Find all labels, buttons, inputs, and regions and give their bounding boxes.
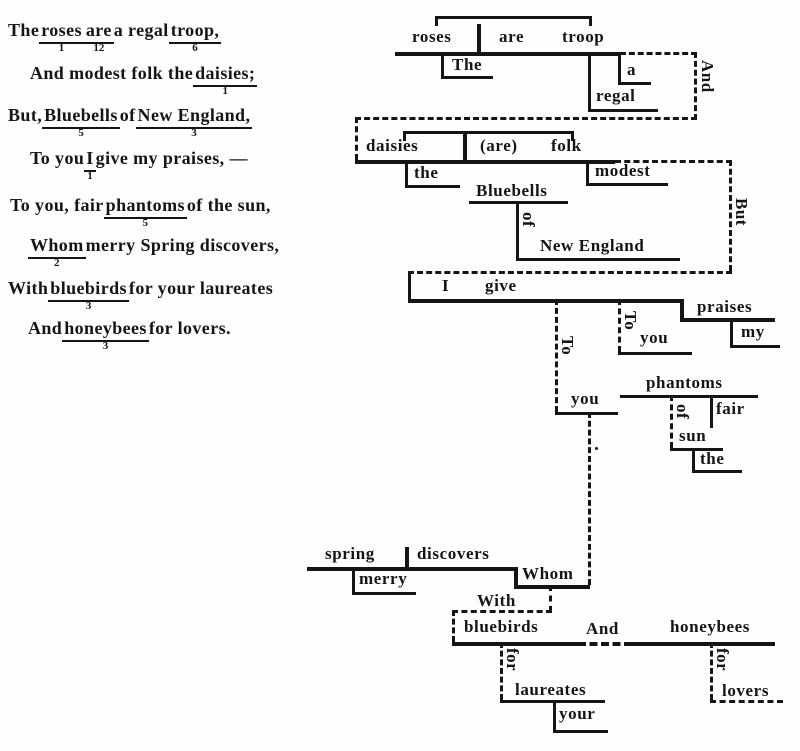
construction-number: 12 xyxy=(93,42,105,54)
poem-word-underlined: I 1 xyxy=(86,148,94,182)
dashed-vertical-line xyxy=(694,52,697,120)
solid-horizontal-line xyxy=(618,82,651,85)
solid-vertical-line xyxy=(618,52,621,82)
diagram-word: lovers xyxy=(722,681,770,700)
diagram-word: praises xyxy=(697,297,753,316)
diagram-connective-word-vertical: But xyxy=(732,198,751,226)
dashed-vertical-line xyxy=(549,585,552,612)
poem-line xyxy=(8,19,221,54)
diagram-word: sun xyxy=(679,426,707,445)
diagram-word: the xyxy=(700,449,725,468)
diagram-word: Whom xyxy=(522,564,574,583)
poem-line xyxy=(10,194,271,229)
solid-horizontal-line xyxy=(516,258,680,261)
poem-text: To you, fair xyxy=(10,195,104,215)
solid-vertical-line xyxy=(730,318,733,345)
dashed-vertical-line xyxy=(670,395,673,448)
poem-line xyxy=(28,317,231,352)
poem-text: With xyxy=(8,278,49,298)
poem-line xyxy=(28,234,280,269)
solid-horizontal-line xyxy=(405,185,460,188)
ink-speck xyxy=(595,447,598,450)
diagram-word: spring xyxy=(325,544,375,563)
solid-vertical-line xyxy=(692,448,695,470)
solid-vertical-line xyxy=(710,395,713,428)
poem-text: And xyxy=(28,318,63,338)
construction-number: 2 xyxy=(54,257,60,269)
diagram-word: Bluebells xyxy=(476,181,548,200)
solid-vertical-line xyxy=(588,52,591,109)
diagram-word: (are) xyxy=(480,136,518,155)
poem-text: To you xyxy=(30,148,85,168)
dashed-vertical-line xyxy=(452,610,455,642)
diagram-word: modest xyxy=(595,161,651,180)
dashed-horizontal-line xyxy=(710,700,783,703)
construction-number: 6 xyxy=(192,42,198,54)
solid-vertical-line xyxy=(514,567,518,585)
diagram-word: daisies xyxy=(366,136,419,155)
dashed-horizontal-line xyxy=(620,52,697,55)
construction-number: 3 xyxy=(102,340,109,352)
construction-number: 5 xyxy=(142,217,149,229)
poem-text: merry Spring discovers, xyxy=(85,235,280,255)
diagram-word: fair xyxy=(716,399,745,418)
solid-horizontal-line xyxy=(618,352,692,355)
diagram-connective-word-vertical: of xyxy=(673,404,692,420)
poem-word-underlined: are 12 xyxy=(85,20,112,54)
diagram-word: phantoms xyxy=(646,373,723,392)
diagram-word: my xyxy=(741,322,765,341)
diagram-word: are xyxy=(499,27,525,46)
diagram-word: With xyxy=(477,591,516,610)
diagram-word: I xyxy=(442,276,450,295)
solid-horizontal-line xyxy=(555,412,618,415)
diagram-word: you xyxy=(571,389,600,408)
solid-horizontal-line xyxy=(441,76,493,79)
solid-horizontal-line xyxy=(403,131,573,134)
construction-number: 1 xyxy=(222,85,228,97)
poem-word-underlined: Bluebells 5 xyxy=(44,105,118,139)
diagram-connective-word-vertical: of xyxy=(519,212,538,228)
poem-line xyxy=(30,147,248,182)
construction-number: 5 xyxy=(78,127,84,139)
diagram-word: bluebirds xyxy=(464,617,539,636)
solid-horizontal-line xyxy=(435,16,592,19)
solid-horizontal-line xyxy=(632,642,775,646)
poem-word-underlined: daisies; 1 xyxy=(195,63,256,97)
poem-text: The xyxy=(8,20,40,40)
diagram-word: a xyxy=(627,60,637,79)
solid-vertical-line xyxy=(680,299,684,318)
dashed-horizontal-line xyxy=(355,117,697,120)
diagram-word: the xyxy=(414,163,439,182)
dashed-vertical-line xyxy=(555,299,558,412)
diagram-connective-word-vertical: And xyxy=(698,60,717,93)
diagram-connective-word-vertical: To xyxy=(621,311,640,331)
solid-horizontal-line xyxy=(452,642,578,646)
solid-vertical-line xyxy=(586,160,589,183)
solid-vertical-line xyxy=(352,567,355,592)
poem-line xyxy=(8,277,274,312)
solid-horizontal-line xyxy=(588,109,658,112)
construction-number: 3 xyxy=(85,300,92,312)
solid-horizontal-line xyxy=(307,567,517,571)
solid-vertical-line xyxy=(553,700,556,730)
solid-horizontal-line xyxy=(586,183,668,186)
poem-text: And modest folk the xyxy=(30,63,194,83)
solid-horizontal-line xyxy=(395,52,620,56)
poem-word-underlined: Whom 2 xyxy=(30,235,84,269)
solid-horizontal-line xyxy=(355,160,615,164)
dashed-vertical-line xyxy=(588,412,591,585)
solid-vertical-line xyxy=(463,132,467,160)
solid-vertical-line xyxy=(441,52,444,76)
poem-word-underlined: New England, 3 xyxy=(137,105,251,139)
diagram-word: give xyxy=(485,276,517,295)
poem-text: a regal xyxy=(113,20,169,40)
diagram-word: roses xyxy=(412,27,452,46)
solid-horizontal-line xyxy=(408,299,683,303)
solid-horizontal-line xyxy=(514,585,590,589)
diagram-word: New England xyxy=(540,236,645,255)
poem-text: give my praises, — xyxy=(95,148,248,168)
diagram-word: The xyxy=(452,55,483,74)
diagram-connective-word-vertical: for xyxy=(713,648,732,672)
poem-text: of xyxy=(119,105,136,125)
diagram-word: discovers xyxy=(417,544,490,563)
diagram-connective-word-vertical: To xyxy=(558,336,577,356)
poem-text: of the sun, xyxy=(186,195,271,215)
dashed-horizontal-line xyxy=(408,271,732,274)
poem-line xyxy=(8,104,252,139)
diagram-word: you xyxy=(640,328,669,347)
poem-text: for lovers. xyxy=(148,318,231,338)
diagram-word: honeybees xyxy=(670,617,751,636)
diagram-word: your xyxy=(559,704,596,723)
poem-word-underlined: roses 1 xyxy=(41,20,82,54)
poem-word-underlined: bluebirds 3 xyxy=(50,278,127,312)
dashed-horizontal-line xyxy=(578,642,632,646)
diagram-word: merry xyxy=(359,569,408,588)
solid-vertical-line xyxy=(435,16,438,26)
dashed-vertical-line xyxy=(355,117,358,160)
solid-horizontal-line xyxy=(352,592,416,595)
solid-vertical-line xyxy=(405,547,409,567)
diagram-word: And xyxy=(586,619,619,638)
diagram-word: folk xyxy=(551,136,582,155)
solid-horizontal-line xyxy=(692,470,742,473)
poem-word-underlined: honeybees 3 xyxy=(64,318,147,352)
diagram-word: regal xyxy=(596,86,636,105)
solid-horizontal-line xyxy=(730,345,780,348)
solid-vertical-line xyxy=(405,160,408,185)
solid-horizontal-line xyxy=(553,730,608,733)
diagram-connective-word-vertical: for xyxy=(503,648,522,672)
solid-vertical-line xyxy=(589,16,592,26)
solid-vertical-line xyxy=(408,271,411,299)
poem-line xyxy=(30,62,257,97)
construction-number: 1 xyxy=(87,170,93,182)
solid-horizontal-line xyxy=(620,395,758,398)
solid-vertical-line xyxy=(477,24,481,52)
poem-text: for your laureates xyxy=(128,278,274,298)
poem-text: But, xyxy=(8,105,43,125)
dashed-horizontal-line xyxy=(452,610,552,613)
poem-word-underlined: troop, 6 xyxy=(170,20,220,54)
diagram-word: laureates xyxy=(515,680,587,699)
solid-vertical-line xyxy=(516,201,519,258)
construction-number: 1 xyxy=(58,42,65,54)
construction-number: 3 xyxy=(191,127,197,139)
poem-word-underlined: phantoms 5 xyxy=(105,195,185,229)
diagram-word: troop xyxy=(562,27,605,46)
